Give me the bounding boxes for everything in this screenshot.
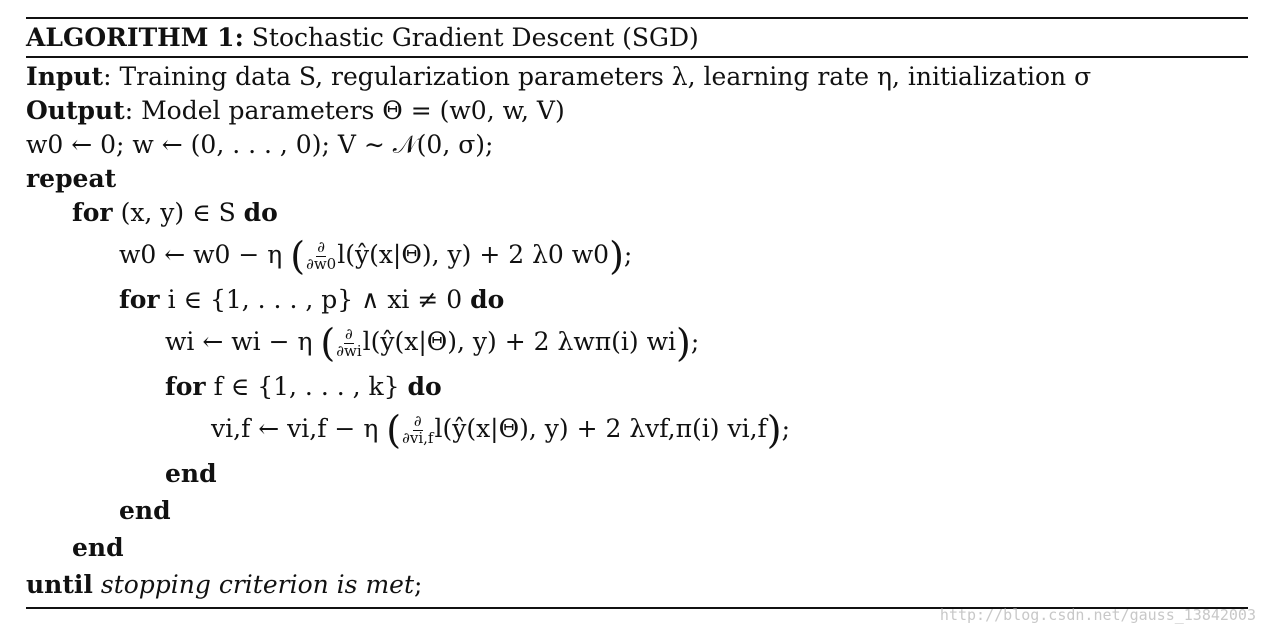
end-outer-line (72, 535, 124, 560)
end-keyword: end (119, 496, 171, 525)
init-line (26, 132, 493, 157)
end-inner-line (165, 461, 217, 486)
close-paren: ) (609, 234, 624, 278)
for-outer-condition: (x, y) ∈ S (120, 198, 236, 227)
do-keyword: do (243, 198, 278, 227)
for-keyword: for (165, 372, 206, 401)
input-label: Input (26, 62, 104, 91)
for-i-condition: i ∈ {1, . . . , p} ∧ xi ≠ 0 (167, 285, 463, 314)
for-keyword: for (119, 285, 160, 314)
fraction-denominator: ∂wi (336, 342, 362, 360)
fraction-numerator: ∂ (317, 238, 326, 257)
update-wi-lhs: wi ← wi − η (165, 327, 313, 356)
open-paren: ( (290, 234, 306, 278)
algorithm-header (26, 25, 699, 50)
update-wi-line: wi ← wi − η ( $\frac{\partial}{\partial wi}$ l(ŷ(x|Θ), y) + 2 λwπ(i) wi); (165, 321, 700, 365)
update-w0-rhs: l(ŷ(x|Θ), y) + 2 λ0 w0 (337, 240, 610, 269)
open-paren: ( (320, 321, 336, 365)
until-keyword: until (26, 570, 93, 599)
update-w0-lhs: w0 ← w0 − η (119, 240, 283, 269)
repeat-keyword: repeat (26, 164, 117, 193)
end-keyword: end (165, 459, 217, 488)
partial-fraction (402, 414, 433, 447)
partial-fraction (336, 327, 361, 360)
update-vif-rhs: l(ŷ(x|Θ), y) + 2 λvf,π(i) vi,f (434, 414, 767, 443)
update-vif-lhs: vi,f ← vi,f − η (211, 414, 379, 443)
update-wi-rhs: l(ŷ(x|Θ), y) + 2 λwπ(i) wi (362, 327, 677, 356)
header-rule (26, 56, 1248, 58)
repeat-line (26, 166, 116, 191)
for-outer-line (72, 200, 278, 225)
close-paren: ) (766, 408, 782, 452)
for-i-line (119, 287, 504, 312)
for-f-line (165, 374, 442, 399)
close-paren: ) (676, 321, 691, 365)
open-paren: ( (386, 408, 402, 452)
do-keyword: do (470, 285, 505, 314)
for-keyword: for (72, 198, 113, 227)
end-middle-line (119, 498, 171, 523)
output-line (26, 98, 565, 123)
partial-fraction (306, 240, 336, 273)
fraction-denominator: ∂w0 (306, 255, 337, 273)
input-text: : Training data S, regularization parameters λ, learning rate η, initialization σ (103, 62, 1092, 91)
update-vif-line: vi,f ← vi,f − η ( $\frac{\partial}{\partial vi,f}$ l(ŷ(x|Θ), y) + 2 λvf,π(i) vi,f); (211, 408, 791, 452)
until-condition: stopping criterion is met (100, 570, 414, 599)
fraction-numerator: ∂ (345, 325, 353, 344)
do-keyword: do (407, 372, 442, 401)
output-label: Output (26, 96, 125, 125)
top-rule (26, 17, 1248, 19)
algorithm-label: ALGORITHM 1: (26, 23, 244, 52)
output-text: : Model parameters Θ = (w0, w, V) (124, 96, 565, 125)
end-keyword: end (72, 533, 124, 562)
algorithm-title: Stochastic Gradient Descent (SGD) (251, 23, 699, 52)
fraction-denominator: ∂vi,f (402, 429, 434, 447)
fraction-numerator: ∂ (413, 412, 422, 431)
input-line (26, 64, 1091, 89)
until-line: until stopping criterion is met; (26, 570, 423, 599)
update-w0-line: w0 ← w0 − η ( $\frac{\partial}{\partial w0}$ l(ŷ(x|Θ), y) + 2 λ0 w0); (119, 234, 633, 278)
for-f-condition: f ∈ {1, . . . , k} (213, 372, 400, 401)
watermark-text: http://blog.csdn.net/gauss_13842003 (939, 606, 1256, 624)
init-text: w0 ← 0; w ← (0, . . . , 0); V ∼ 𝒩(0, σ); (26, 130, 494, 159)
